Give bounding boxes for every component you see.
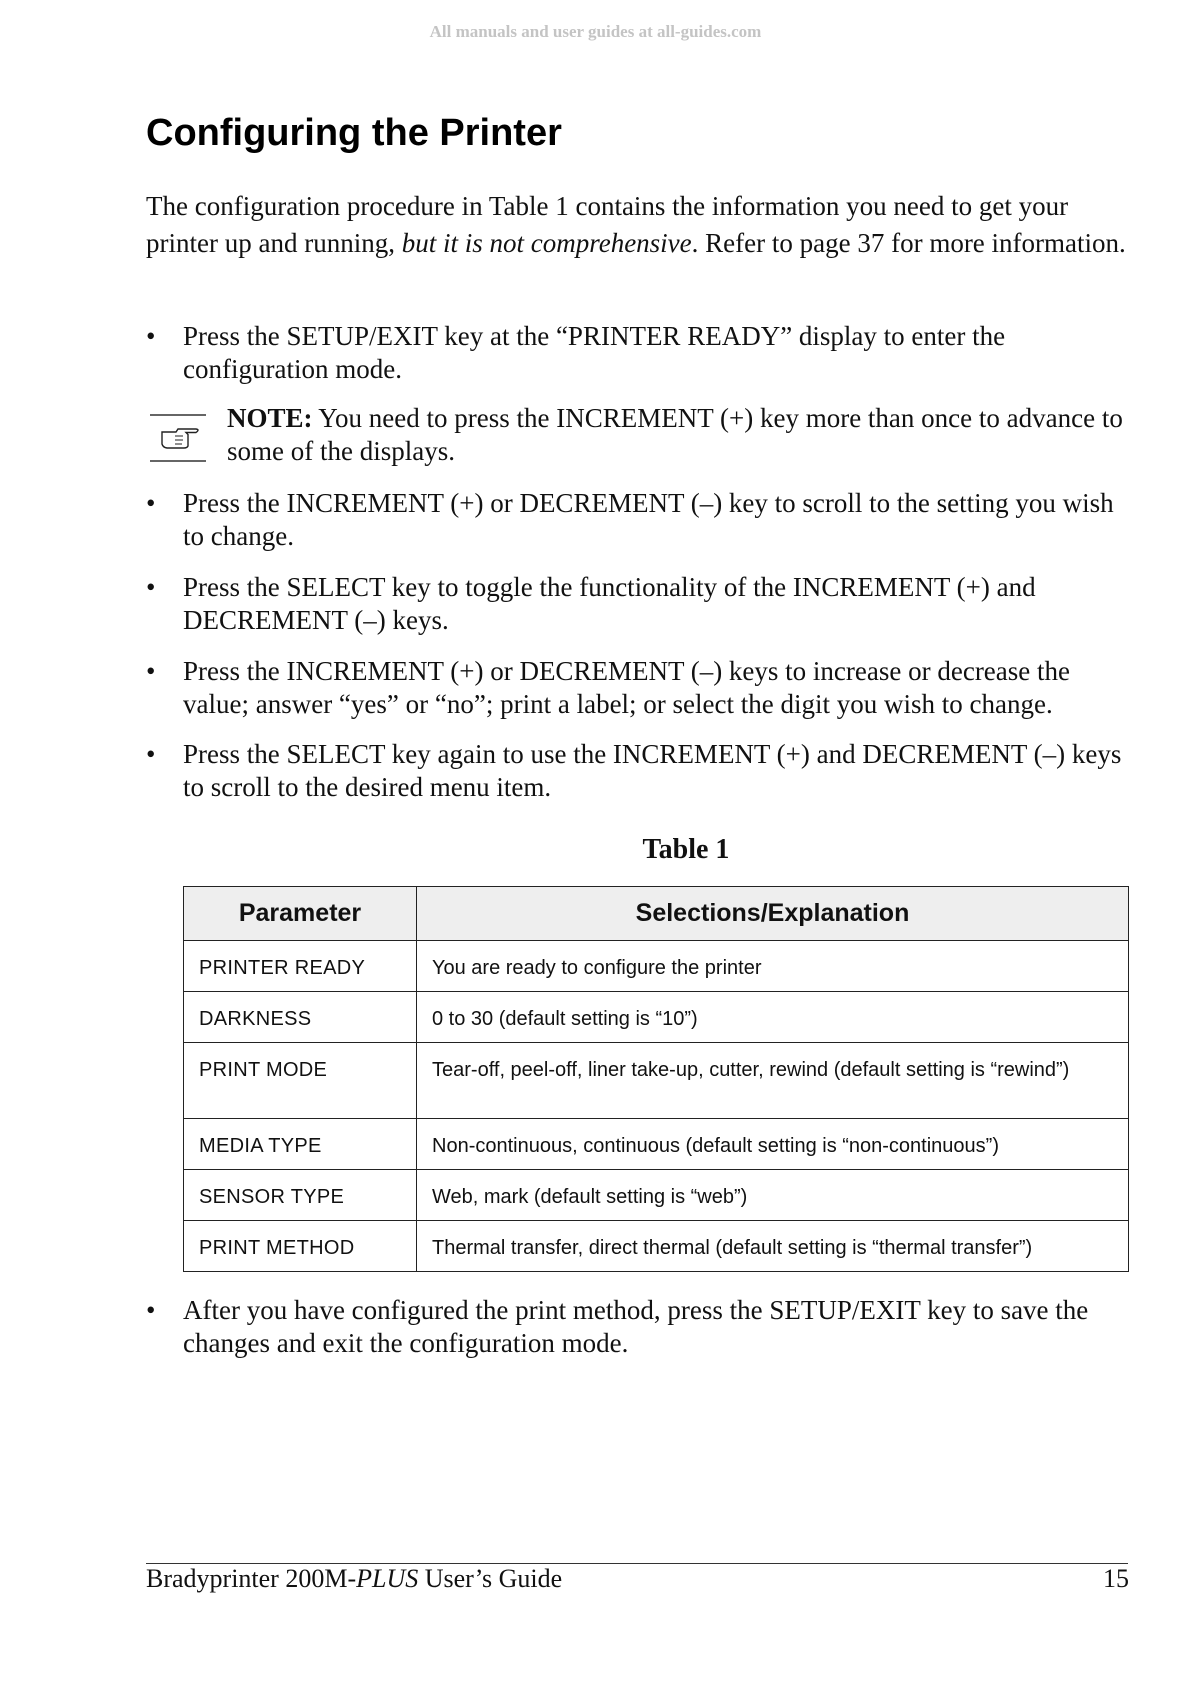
bullet-icon: • (146, 739, 156, 769)
table-row (184, 992, 1129, 1043)
list-item-text: After you have configured the print method, press the SETUP/EXIT key to save the changes and exit the configuration mode. (183, 1295, 1089, 1358)
note-text (227, 402, 1136, 468)
parameter-cell: DARKNESS (184, 992, 417, 1043)
list-item-text: Press the SETUP/EXIT key at the “PRINTER READY” display to enter the configuration mode. (183, 321, 1006, 384)
table-row (184, 941, 1129, 992)
parameter-table (183, 886, 1129, 1272)
parameter-cell: PRINTER READY (184, 941, 417, 992)
page-number: 15 (1103, 1564, 1129, 1593)
bullet-icon: • (146, 572, 156, 602)
watermark: All manuals and user guides at all-guides.com (429, 22, 762, 41)
intro-italic-text: but it is not comprehensive (401, 228, 692, 258)
explanation-cell: 0 to 30 (default setting is “10”) (417, 992, 1129, 1043)
bullet-icon: • (146, 488, 156, 518)
table-row (184, 1119, 1129, 1170)
footer-guide-prefix: Bradyprinter 200M- (146, 1564, 357, 1593)
list-item-text: Press the INCREMENT (+) or DECREMENT (–) keys to increase or decrease the value; answer “yes” or “no”; print a label; or select the digit you wish to change. (183, 656, 1071, 719)
list-item-text: Press the SELECT key again to use the INCREMENT (+) and DECREMENT (–) keys to scroll to the desired menu item. (183, 739, 1122, 802)
explanation-cell: Web, mark (default setting is “web”) (417, 1170, 1129, 1221)
table-header-row (184, 887, 1129, 941)
note-callout (146, 402, 1136, 468)
note-body: You need to press the INCREMENT (+) key more than once to advance to some of the displays. (227, 403, 1123, 466)
parameter-cell: PRINT METHOD (184, 1221, 417, 1272)
note-label: NOTE: (227, 403, 313, 433)
pointing-hand-icon (150, 410, 206, 466)
parameter-cell: PRINT MODE (184, 1043, 417, 1119)
intro-text-2: . Refer to page 37 for more information. (691, 228, 1126, 258)
list-item-text: Press the INCREMENT (+) or DECREMENT (–) key to scroll to the setting you wish to change. (183, 488, 1114, 551)
list-item (146, 571, 1136, 637)
page-title: Configuring the Printer (146, 112, 562, 154)
footer-guide-suffix: User’s Guide (418, 1564, 563, 1593)
table-caption: Table 1 (642, 834, 730, 865)
parameter-cell: SENSOR TYPE (184, 1170, 417, 1221)
table-row (184, 1170, 1129, 1221)
explanation-cell: Thermal transfer, direct thermal (default setting is “thermal transfer”) (417, 1221, 1129, 1272)
bullet-icon: • (146, 321, 156, 351)
footer-guide-italic: PLUS (356, 1564, 419, 1593)
bullet-icon: • (146, 656, 156, 686)
list-item (146, 655, 1136, 721)
list-item (146, 738, 1136, 804)
list-item-text: Press the SELECT key to toggle the functionality of the INCREMENT (+) and DECREMENT (–) keys. (183, 572, 1036, 635)
list-item (146, 487, 1136, 553)
explanation-cell: Non-continuous, continuous (default setting is “non-continuous”) (417, 1119, 1129, 1170)
table-row (184, 1221, 1129, 1272)
intro-paragraph (146, 188, 1136, 262)
parameter-cell: MEDIA TYPE (184, 1119, 417, 1170)
column-header-selections: Selections/Explanation (417, 887, 1129, 941)
column-header-parameter: Parameter (184, 887, 417, 941)
list-item (146, 1294, 1136, 1360)
table-row (184, 1043, 1129, 1119)
intro-text-1: The configuration procedure in Table 1 contains the information you need to get your printer up and running, (146, 191, 1069, 258)
bullet-icon: • (146, 1295, 156, 1325)
footer-guide-title (146, 1564, 562, 1594)
list-item (146, 320, 1136, 386)
explanation-cell: You are ready to configure the printer (417, 941, 1129, 992)
explanation-cell: Tear-off, peel-off, liner take-up, cutter, rewind (default setting is “rewind”) (417, 1043, 1129, 1119)
